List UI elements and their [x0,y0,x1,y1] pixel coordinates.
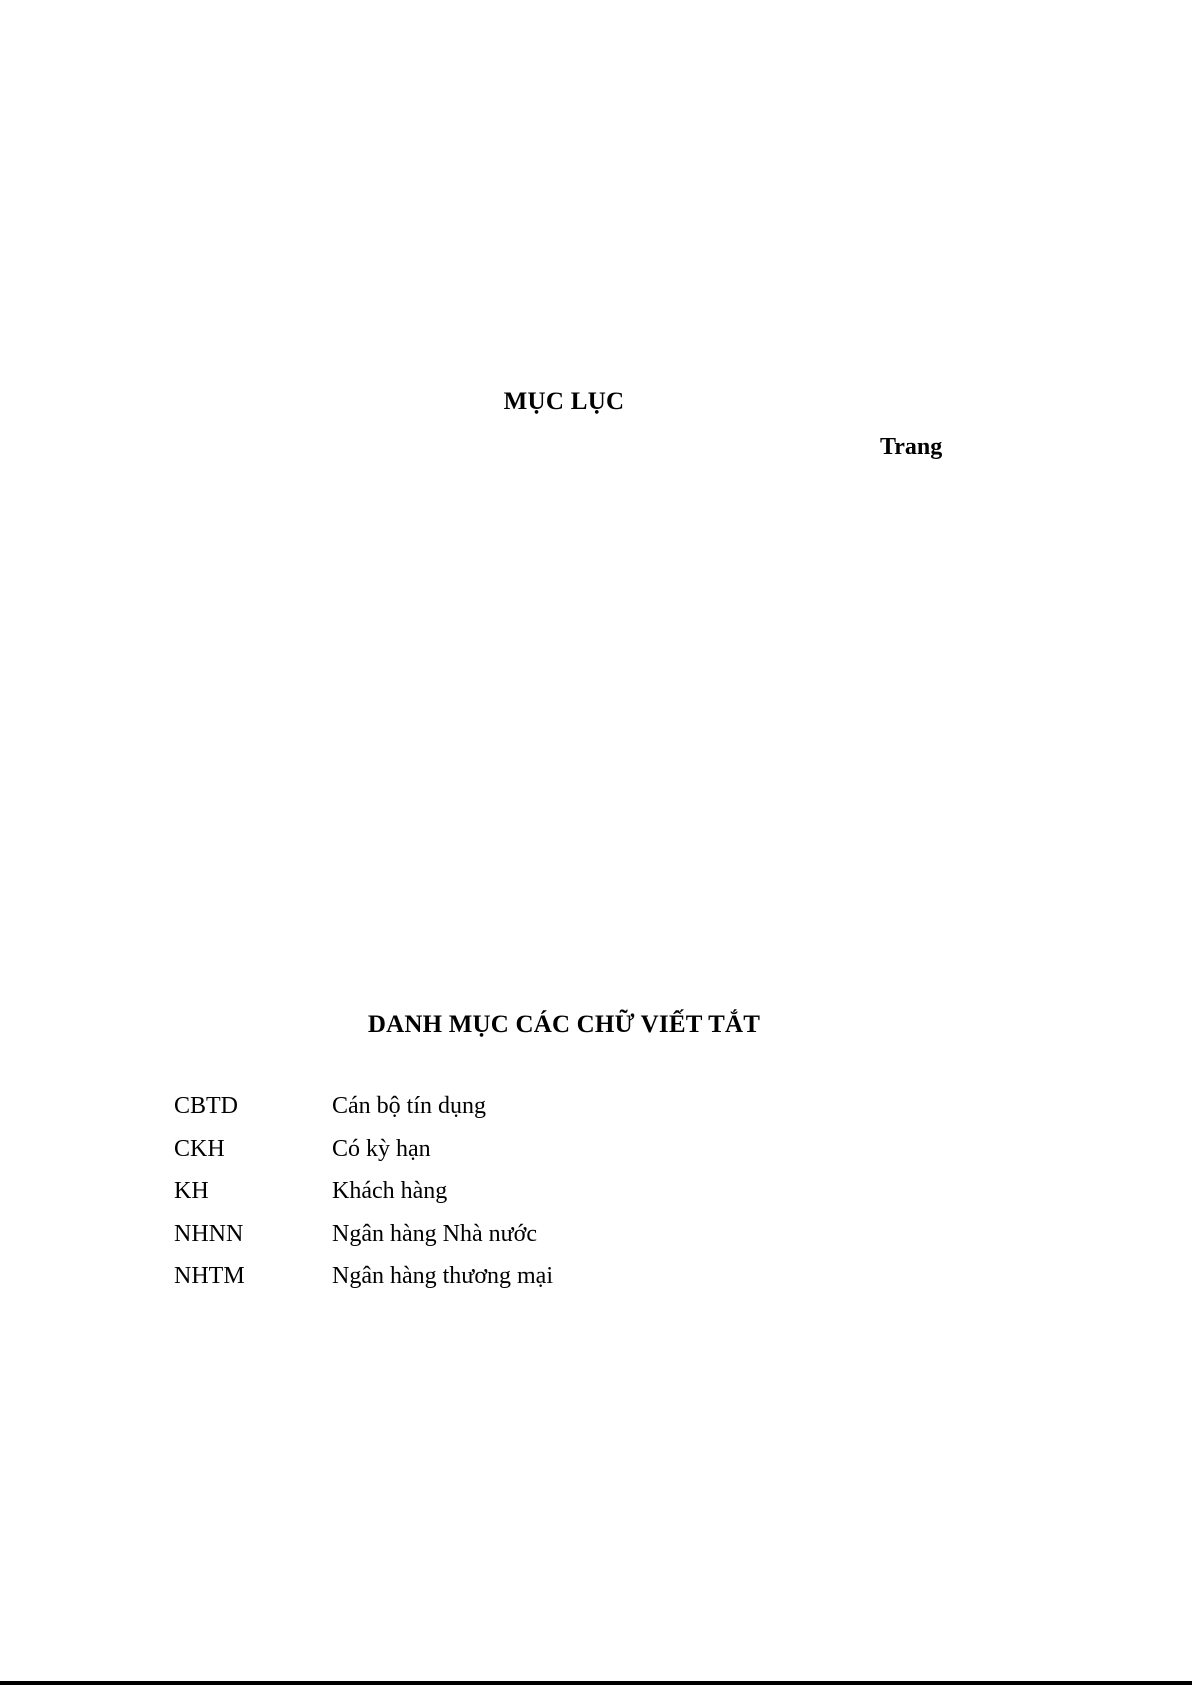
abbreviation-row [174,1221,553,1264]
abbreviation-row [174,1093,553,1136]
abbreviation-meaning: Ngân hàng thương mại [332,1263,553,1289]
abbreviation-row [174,1178,553,1221]
abbreviations-title: DANH MỤC CÁC CHỮ VIẾT TẮT [367,1011,761,1038]
page-bottom-border [0,1681,1192,1685]
abbreviation-meaning: Có kỳ hạn [332,1135,431,1162]
abbreviations-list [174,1093,553,1306]
abbreviation-row [174,1263,553,1306]
abbreviation-code: KH [174,1178,209,1204]
table-of-contents-title: MỤC LỤC [503,388,625,415]
abbreviation-code: NHTM [174,1263,245,1289]
abbreviation-code: CKH [174,1135,225,1162]
toc-page-column-label: Trang [880,434,943,460]
abbreviation-meaning: Khách hàng [332,1178,448,1204]
abbreviation-code: NHNN [174,1220,244,1247]
abbreviation-meaning: Ngân hàng Nhà nước [332,1220,537,1247]
abbreviation-code: CBTD [174,1093,239,1119]
abbreviation-row [174,1136,553,1179]
abbreviation-meaning: Cán bộ tín dụng [332,1093,486,1119]
